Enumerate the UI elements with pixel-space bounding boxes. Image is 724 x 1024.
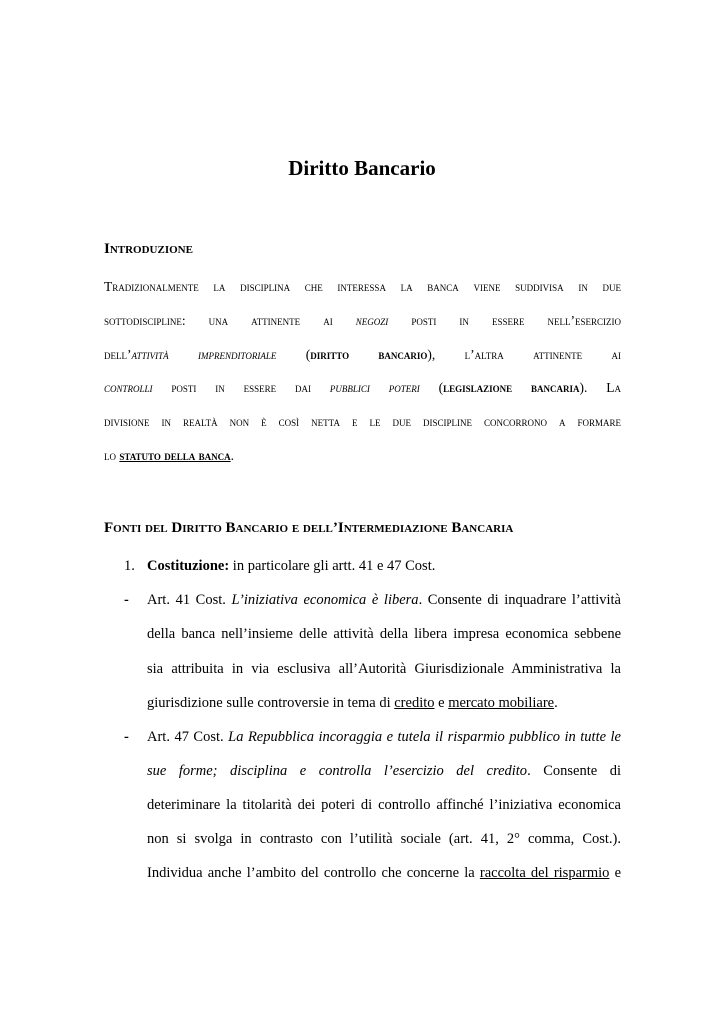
- text-run: Art. 41 Cost.: [147, 592, 232, 608]
- document-title: Diritto Bancario: [288, 156, 436, 180]
- text-run: .: [230, 448, 235, 463]
- text-run: non si svolga in contrasto con l’utilità sociale (art. 41, 2° comma, Cost.).: [147, 831, 621, 847]
- list-marker: -: [124, 729, 129, 745]
- list-marker: -: [124, 592, 129, 608]
- text-run: lo: [104, 448, 120, 463]
- text-run: pubblici poteri: [329, 380, 420, 395]
- fonti-heading: Fonti del Diritto Bancario e dell’Intermediazione Bancaria: [104, 520, 514, 536]
- text-run: posti in essere nell’esercizio: [388, 313, 621, 328]
- text-run: dell’: [104, 347, 132, 362]
- text-run: L’iniziativa economica è libera: [231, 592, 419, 608]
- text-run: statuto della banca: [119, 448, 231, 463]
- intro-line: [104, 311, 621, 331]
- text-run: della banca nell’insieme delle attività della libera impresa economica sebbene: [147, 626, 621, 642]
- text-run: Costituzione:: [147, 558, 230, 574]
- list-marker: 1.: [124, 558, 135, 574]
- intro-line: [104, 345, 621, 365]
- text-run: .: [554, 695, 558, 711]
- text-run: negozi: [355, 313, 389, 328]
- list-item-line: [147, 829, 621, 849]
- list-item-line: [147, 590, 621, 610]
- text-run: ), l’altra attinente ai: [427, 347, 621, 362]
- text-run: sue forme; disciplina e controlla l’esercizio del credito: [147, 763, 528, 779]
- text-run: (: [276, 347, 311, 362]
- intro-line: [104, 412, 621, 432]
- list-item-line: [147, 556, 621, 576]
- list-item-line: [147, 863, 621, 883]
- text-run: (: [419, 380, 444, 395]
- text-run: controlli: [104, 380, 153, 395]
- list-item-line: [147, 624, 621, 644]
- list-item-line: [147, 659, 621, 679]
- text-run: ). La: [579, 380, 622, 395]
- text-run: posti in essere dai: [152, 380, 330, 395]
- text-run: sia attribuita in via esclusiva all’Autorità Giurisdizionale Amministrativa la: [147, 661, 621, 677]
- text-run: in particolare gli artt. 41 e 47 Cost.: [229, 558, 436, 574]
- text-run: giurisdizione sulle controversie in tema di: [147, 695, 395, 711]
- intro-line: [104, 277, 621, 297]
- text-run: Art. 47 Cost.: [147, 729, 229, 745]
- text-run: . Consente di inquadrare l’attività: [418, 592, 621, 608]
- text-run: sottodiscipline: una attinente ai: [104, 313, 356, 328]
- text-run: e: [434, 695, 449, 711]
- text-run: attività imprenditoriale: [131, 347, 277, 362]
- text-run: e: [609, 865, 621, 881]
- text-run: mercato mobiliare: [448, 695, 555, 711]
- text-run: deteriminare la titolarità dei poteri di controllo affinché l’iniziativa economica: [147, 797, 621, 813]
- list-item-line: [147, 727, 621, 747]
- intro-heading: Introduzione: [104, 241, 193, 257]
- text-run: Individua anche l’ambito del controllo che concerne la: [147, 865, 480, 881]
- text-run: Tradizionalmente la disciplina che interessa la banca viene suddivisa in due: [104, 279, 621, 294]
- list-item-line: [147, 693, 621, 713]
- intro-line: [104, 446, 621, 466]
- text-run: diritto bancario: [310, 347, 428, 362]
- intro-line: [104, 378, 621, 398]
- text-run: raccolta del risparmio: [479, 865, 610, 881]
- text-run: . Consente di: [527, 763, 621, 779]
- text-run: legislazione bancaria: [443, 380, 580, 395]
- text-run: La Repubblica incoraggia e tutela il risparmio pubblico in tutte le: [228, 729, 621, 745]
- text-run: credito: [394, 695, 435, 711]
- list-item-line: [147, 795, 621, 815]
- list-item-line: [147, 761, 621, 781]
- text-run: divisione in realtà non è così netta e le due discipline concorrono a formare: [104, 414, 621, 429]
